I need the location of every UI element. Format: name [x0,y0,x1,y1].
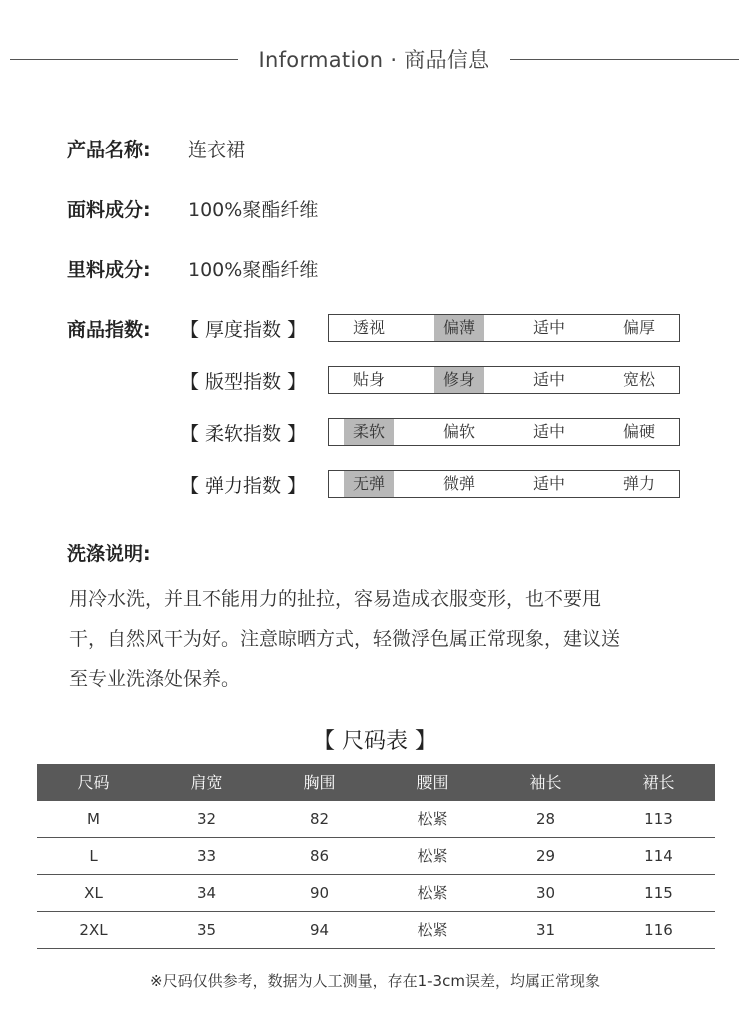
table-cell: 33 [196,847,217,865]
product-name-label: 产品名称: [67,139,151,161]
table-cell: 29 [535,847,556,865]
index-option: 偏硬 [622,422,655,441]
table-cell: 2XL [79,921,108,939]
table-cell: M [87,810,100,828]
page-title: Information · 商品信息 [258,48,490,72]
index-option: 适中 [532,318,565,337]
size-note: ※尺码仅供参考，数据为人工测量，存在1-3cm误差，均属正常现象 [150,972,600,990]
fabric-value: 100%聚酯纤维 [188,199,319,221]
index-option: 适中 [532,422,565,441]
table-cell: 松紧 [417,847,448,865]
table-cell: 30 [535,884,556,902]
table-cell: 94 [309,921,330,939]
wash-title: 洗涤说明: [67,543,151,565]
index-thickness-label: 【 厚度指数 】 [180,319,307,341]
table-cell: 松紧 [417,921,448,939]
index-option: 偏薄 [434,315,484,341]
index-fit-label: 【 版型指数 】 [180,371,307,393]
table-cell: 82 [309,810,330,828]
wash-text-line-3: 至专业洗涤处保养。 [69,668,241,690]
table-cell: 31 [535,921,556,939]
table-cell: 松紧 [417,810,448,828]
index-softness-scale [328,418,680,446]
wash-text-line-1: 用冷水洗，并且不能用力的扯拉，容易造成衣服变形，也不要甩 [69,588,602,610]
table-cell: 113 [644,810,673,828]
column-header: 腰围 [416,773,449,792]
index-softness-label: 【 柔软指数 】 [180,423,307,445]
table-cell: 86 [309,847,330,865]
fabric-label: 面料成分: [67,199,151,221]
lining-value: 100%聚酯纤维 [188,259,319,281]
table-cell: 35 [196,921,217,939]
product-name-value: 连衣裙 [188,139,246,161]
column-header: 袖长 [529,773,562,792]
table-cell: 90 [309,884,330,902]
index-option: 宽松 [622,370,655,389]
index-option: 贴身 [352,370,385,389]
index-elasticity-scale [328,470,680,498]
index-option: 微弹 [442,474,475,493]
column-header: 胸围 [303,773,336,792]
table-cell: L [89,847,98,865]
index-option: 无弹 [344,471,394,497]
table-cell: XL [84,884,103,902]
table-cell: 松紧 [417,884,448,902]
index-option: 适中 [532,370,565,389]
table-row [37,875,715,912]
index-elasticity-label: 【 弹力指数 】 [180,475,307,497]
index-fit-scale [328,366,680,394]
index-option: 柔软 [344,419,394,445]
column-header: 尺码 [77,773,110,792]
table-cell: 116 [644,921,673,939]
column-header: 肩宽 [190,773,223,792]
header-divider-right [510,59,739,60]
table-cell: 114 [644,847,673,865]
table-cell: 28 [535,810,556,828]
table-row [37,838,715,875]
size-table-title: 【 尺码表 】 [313,729,437,754]
index-option: 偏厚 [622,318,655,337]
size-table-header [37,764,715,801]
table-row [37,801,715,838]
index-option: 弹力 [622,474,655,493]
index-option: 偏软 [442,422,475,441]
index-option: 透视 [352,318,385,337]
table-cell: 34 [196,884,217,902]
table-cell: 32 [196,810,217,828]
table-row [37,912,715,949]
index-option: 修身 [434,367,484,393]
column-header: 裙长 [642,773,675,792]
index-thickness-scale [328,314,680,342]
index-option: 适中 [532,474,565,493]
header-divider-left [10,59,238,60]
table-cell: 115 [644,884,673,902]
indices-label: 商品指数: [67,319,151,341]
wash-text-line-2: 干，自然风干为好。注意晾晒方式，轻微浮色属正常现象，建议送 [69,628,621,650]
lining-label: 里料成分: [67,259,151,281]
